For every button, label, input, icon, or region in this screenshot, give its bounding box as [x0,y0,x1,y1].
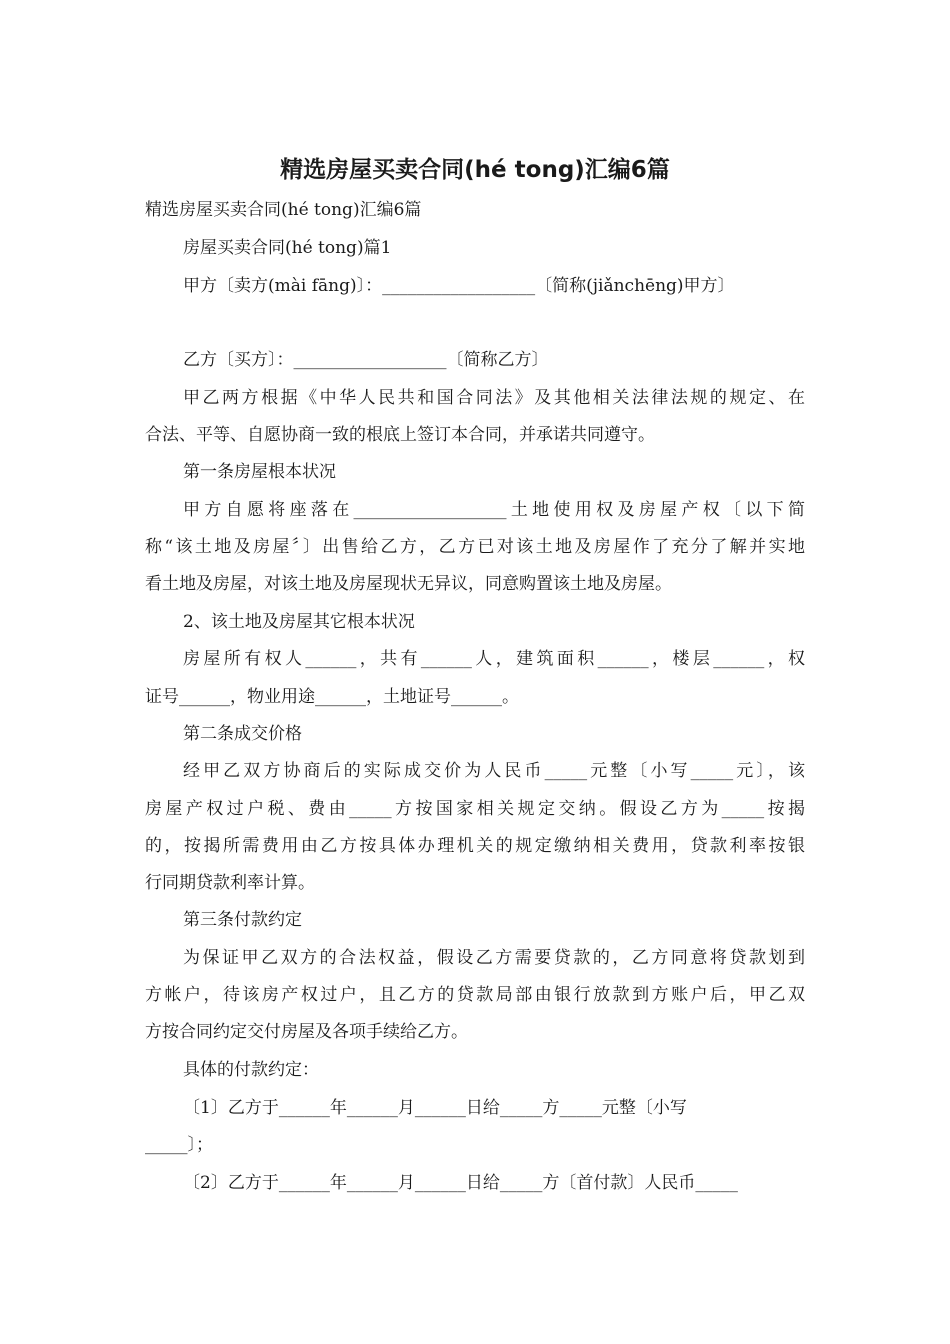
paragraph-line: 方帐户，待该房产权过户，且乙方的贷款局部由银行放款到方账户后，甲乙双 [145,985,805,1005]
paragraph-line: 行同期贷款利率计算。 [145,873,315,893]
paragraph-line: 房屋产权过户税、费由_____方按国家相关规定交纳。假设乙方为_____按揭 [145,799,805,819]
party-a-line: 甲方〔卖方(mài fāng)〕：__________________〔简称(jiǎnchēng)甲方〕 [183,276,735,296]
paragraph-line: 经甲乙双方协商后的实际成交价为人民币_____元整〔小写_____元〕，该 [183,761,805,781]
article-heading: 具体的付款约定： [183,1060,319,1080]
article-heading: 第一条房屋根本状况 [183,462,336,482]
paragraph-line: 房屋所有权人______，共有______人，建筑面积______，楼层______，权 [183,649,805,669]
section-heading: 房屋买卖合同(hé tong)篇1 [183,238,392,258]
document-subtitle: 精选房屋买卖合同(hé tong)汇编6篇 [145,200,422,220]
paragraph-line: 称“该土地及房屋〞〕出售给乙方，乙方已对该土地及房屋作了充分了解并实地 [145,537,805,557]
article-heading: 2、该土地及房屋其它根本状况 [183,612,415,632]
article-heading: 第三条付款约定 [183,910,302,930]
paragraph-line: 甲方自愿将座落在__________________土地使用权及房屋产权〔以下简 [183,500,805,520]
paragraph-line: 的，按揭所需费用由乙方按具体办理机关的规定缴纳相关费用，贷款利率按银 [145,836,805,856]
paragraph-line: 为保证甲乙双方的合法权益，假设乙方需要贷款的，乙方同意将贷款划到 [183,948,805,968]
paragraph-line: 合法、平等、自愿协商一致的根底上签订本合同，并承诺共同遵守。 [145,425,655,445]
paragraph-line: 证号______，物业用途______，土地证号______。 [145,687,519,707]
paragraph-line: 方按合同约定交付房屋及各项手续给乙方。 [145,1022,468,1042]
payment-item: 〔2〕乙方于______年______月______日给_____方〔首付款〕人民币_____ [183,1173,738,1193]
payment-item: 〔1〕乙方于______年______月______日给_____方_____元整〔小写 [183,1098,687,1118]
paragraph-line: 看土地及房屋，对该土地及房屋现状无异议，同意购置该土地及房屋。 [145,574,672,594]
document-title: 精选房屋买卖合同(hé tong)汇编6篇 [280,157,670,183]
article-heading: 第二条成交价格 [183,724,302,744]
party-b-line: 乙方〔买方〕：__________________〔简称乙方〕 [183,350,549,370]
paragraph-line: 甲乙两方根据《中华人民共和国合同法》及其他相关法律法规的规定、在 [183,388,805,408]
payment-item: _____〕； [145,1135,213,1155]
